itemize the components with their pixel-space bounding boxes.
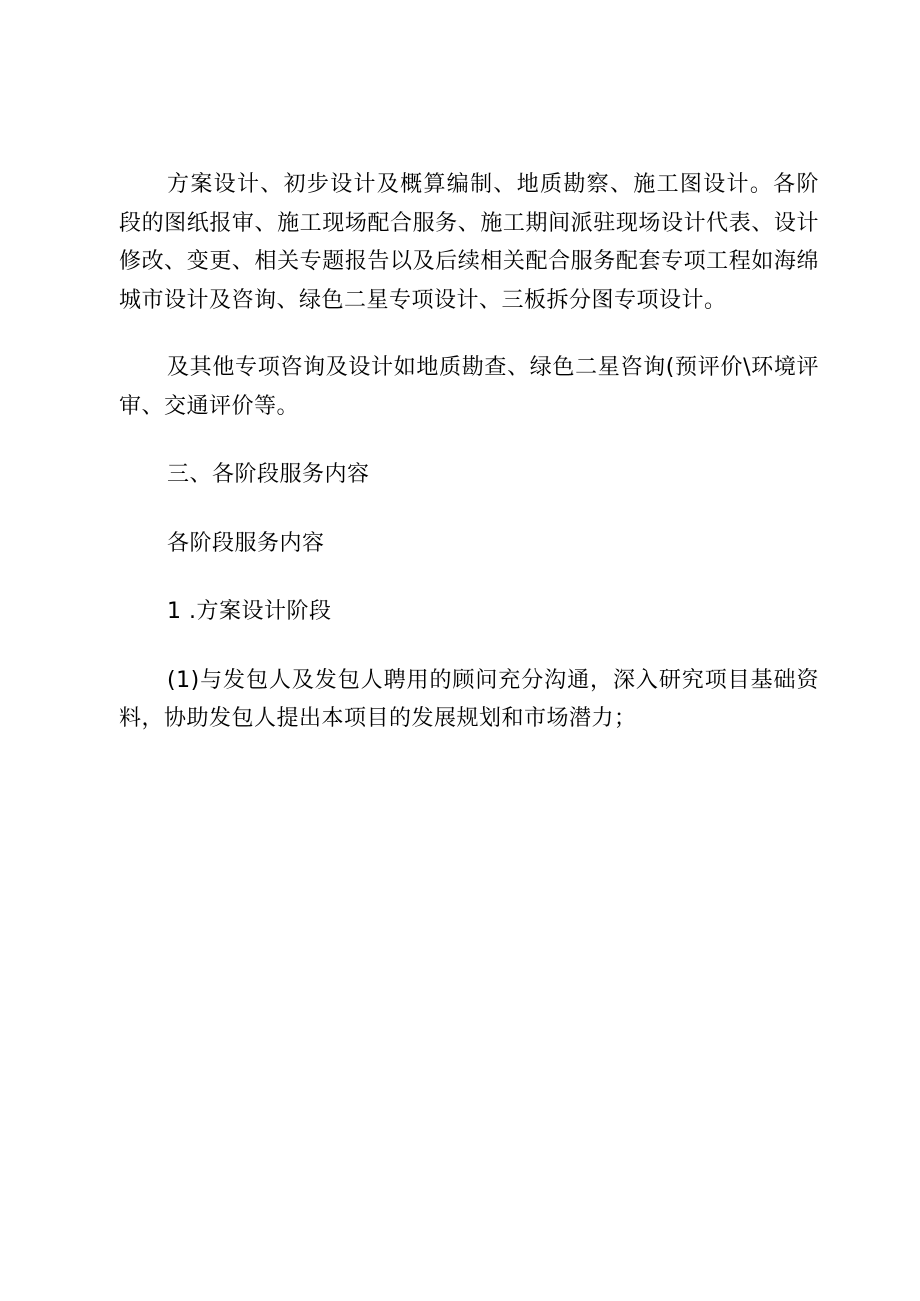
paragraph-scope-of-work: 方案设计、初步设计及概算编制、地质勘察、施工图设计。各阶段的图纸报审、施工现场配合服务、施工期间派驻现场设计代表、设计修改、变更、相关专题报告以及后续相关配合服务配套专项工程如海绵城市设计及咨询、绿色二星专项设计、三板拆分图专项设计。 xyxy=(119,172,819,313)
subheading-stage-services: 各阶段服务内容 xyxy=(167,530,325,556)
list-item-communication: (1)与发包人及发包人聘用的顾问充分沟通，深入研究项目基础资料，协助发包人提出本项目的发展规划和市场潜力； xyxy=(119,667,819,731)
section-heading-stage-services: 三、各阶段服务内容 xyxy=(167,462,370,487)
document-body xyxy=(119,166,819,739)
paragraph-other-consulting: 及其他专项咨询及设计如地质勘查、绿色二星咨询(预评价\环境评审、交通评价等。 xyxy=(119,355,819,419)
subheading-scheme-design-stage: 1 .方案设计阶段 xyxy=(167,599,332,624)
